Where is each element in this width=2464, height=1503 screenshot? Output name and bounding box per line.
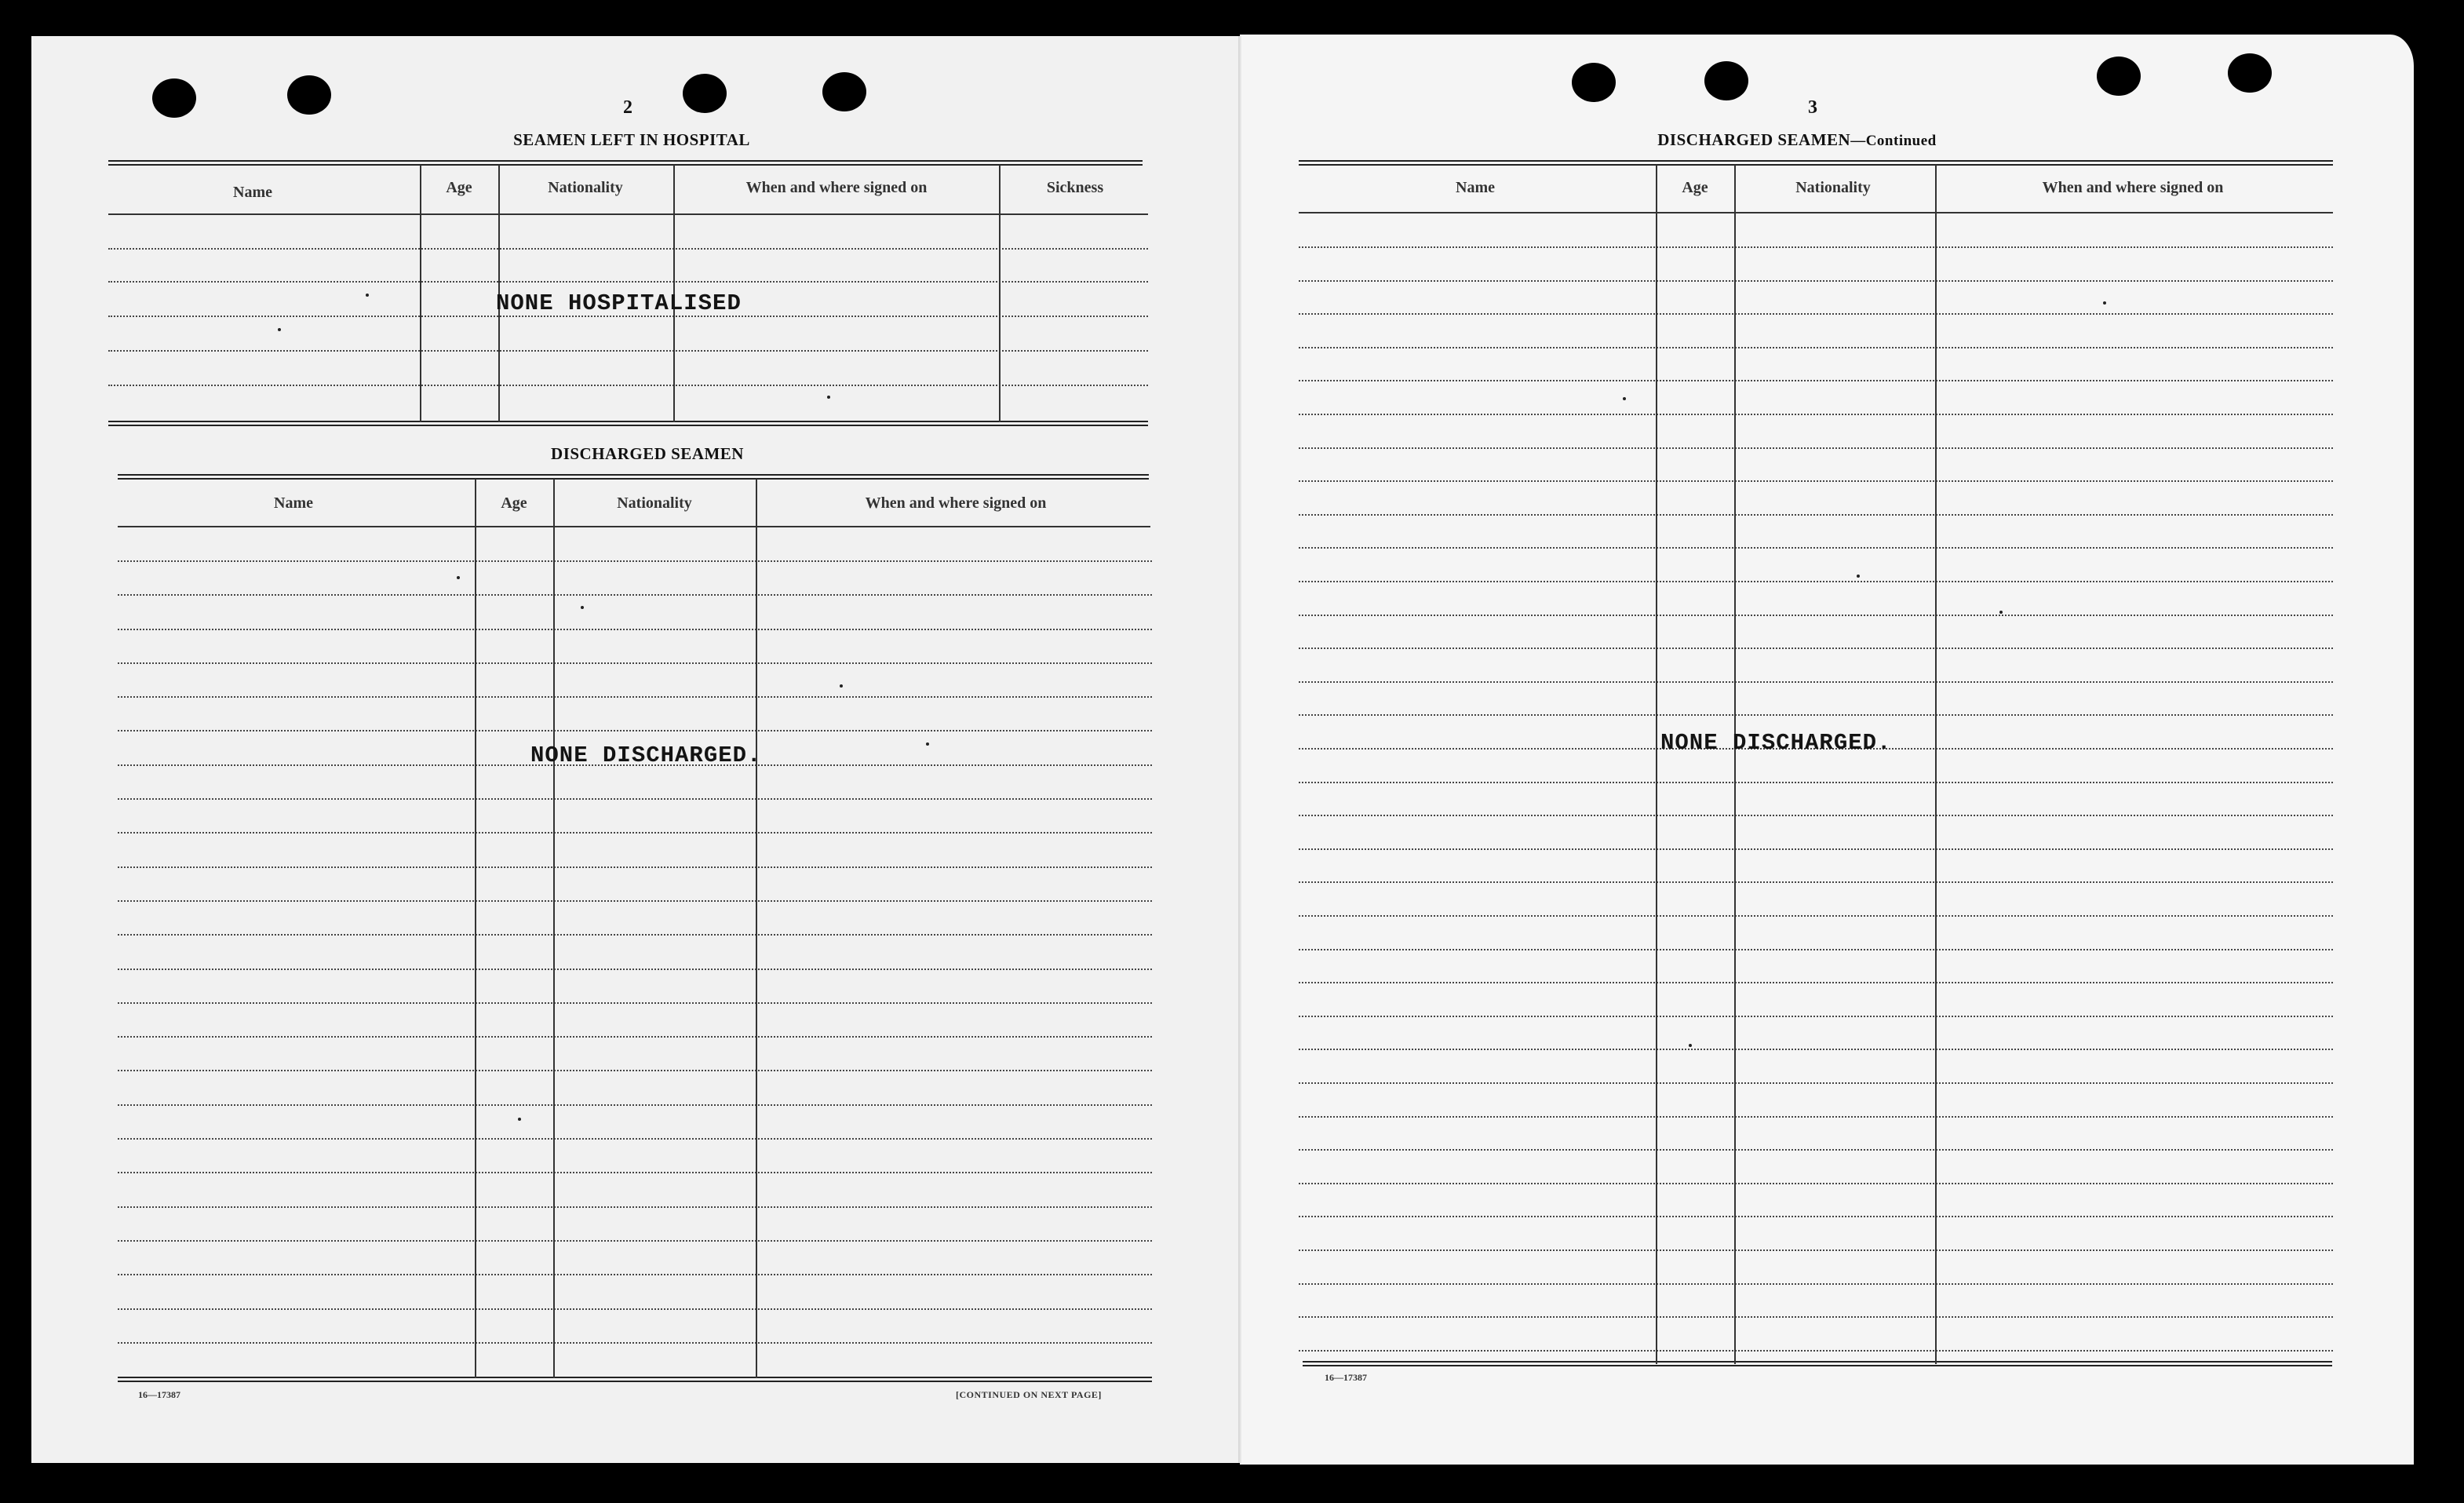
table-row-line [118, 934, 1152, 936]
table-row-line [118, 594, 1152, 596]
table-row-line [1299, 982, 2333, 983]
table-row-line [1299, 1116, 2333, 1118]
table-row-line [1299, 1316, 2333, 1318]
page-number: 2 [623, 97, 632, 118]
right-column-divider [1656, 165, 1657, 1364]
title-main: DISCHARGED SEAMEN [1657, 130, 1851, 149]
table-row-line [1299, 1082, 2333, 1084]
table-row-line [118, 1002, 1152, 1004]
typed-entry-none-discharged: NONE DISCHARGED. [530, 742, 762, 768]
table-row-line [118, 1036, 1152, 1038]
typed-entry-none-hospitalised: NONE HOSPITALISED [496, 290, 742, 316]
punch-hole [1704, 61, 1748, 100]
table-row-line [1299, 1016, 2333, 1017]
table-row-line [1299, 581, 2333, 582]
punch-hole [2228, 53, 2272, 93]
column-header-age: Age [1682, 179, 1708, 196]
speck [457, 576, 460, 579]
table-row-line [118, 900, 1152, 902]
right-column-divider [1935, 165, 1937, 1364]
table-row-line [1299, 547, 2333, 549]
punch-hole [1572, 63, 1616, 102]
table-row-line [1299, 1249, 2333, 1251]
table-row-line [1299, 1283, 2333, 1285]
hospital-table-header-rule [108, 213, 1148, 215]
table-row-line [1299, 1149, 2333, 1151]
page-number: 3 [1808, 97, 1817, 118]
table-row-line [118, 866, 1152, 868]
discharged-column-divider [756, 479, 757, 1378]
column-header-sickness: Sickness [1046, 179, 1104, 196]
table-row-line [118, 1308, 1152, 1310]
table-row-line [1299, 848, 2333, 850]
punch-hole [152, 78, 196, 118]
table-row-line [1299, 246, 2333, 248]
table-row-line [118, 1342, 1152, 1344]
title-suffix: —Continued [1850, 133, 1937, 149]
column-header-nationality: Nationality [617, 494, 692, 512]
table-row-line [1299, 414, 2333, 415]
punch-hole [683, 74, 727, 113]
column-header-signed-on: When and where signed on [2042, 179, 2224, 196]
speck [581, 606, 584, 609]
speck [827, 396, 830, 399]
column-header-nationality: Nationality [1795, 179, 1871, 196]
hospital-table-row-line [108, 281, 1148, 283]
column-header-age: Age [501, 494, 527, 512]
table-row-line [1299, 648, 2333, 649]
speck [366, 294, 369, 297]
table-row-line [1299, 782, 2333, 783]
column-header-age: Age [446, 179, 472, 196]
speck [1689, 1044, 1692, 1047]
speck [2103, 301, 2106, 305]
table-row-line [118, 1104, 1152, 1106]
hospital-table-row-line [108, 248, 1148, 250]
table-row-line [1299, 380, 2333, 381]
table-row-line [1299, 815, 2333, 816]
table-row-line [118, 1070, 1152, 1071]
table-row-line [118, 1240, 1152, 1242]
right-table-bottom-rule [1303, 1361, 2332, 1366]
right-table-header-rule [1299, 212, 2333, 213]
table-row-line [1299, 480, 2333, 482]
table-row-line [118, 662, 1152, 664]
discharged-table-header-rule [118, 526, 1150, 527]
punch-hole [2097, 57, 2141, 96]
speck [278, 328, 281, 331]
discharged-column-divider [475, 479, 476, 1378]
table-row-line [1299, 915, 2333, 917]
table-row-line [1299, 615, 2333, 616]
table-row-line [1299, 447, 2333, 449]
table-row-line [118, 560, 1152, 562]
table-row-line [118, 696, 1152, 698]
column-header-name: Name [1456, 179, 1495, 196]
right-table-top-rule [1299, 160, 2333, 166]
hospital-table-row-line [108, 385, 1148, 386]
table-row-line [1299, 1216, 2333, 1217]
table-row-line [1299, 280, 2333, 282]
speck [1623, 397, 1626, 400]
table-row-line [118, 1138, 1152, 1140]
column-header-nationality: Nationality [548, 179, 623, 196]
table-row-line [1299, 1049, 2333, 1050]
column-header-signed-on: When and where signed on [865, 494, 1047, 512]
table-row-line [1299, 313, 2333, 315]
page-fold [1238, 36, 1241, 1463]
discharged-continued-title [1657, 130, 1936, 150]
column-header-name: Name [233, 184, 272, 201]
discharged-table-bottom-rule [118, 1377, 1152, 1382]
table-row-line [1299, 347, 2333, 348]
punch-hole [822, 72, 866, 111]
table-row-line [118, 730, 1152, 731]
table-row-line [1299, 514, 2333, 516]
speck [1857, 575, 1860, 578]
column-header-signed-on: When and where signed on [745, 179, 928, 196]
table-row-line [118, 629, 1152, 630]
table-row-line [1299, 681, 2333, 683]
table-row-line [118, 969, 1152, 970]
hospital-section-title: SEAMEN LEFT IN HOSPITAL [513, 130, 750, 149]
hospital-table-top-rule [108, 160, 1143, 166]
form-number: 16—17387 [138, 1389, 180, 1400]
hospital-column-divider [999, 165, 1001, 422]
speck [840, 684, 843, 688]
table-row-line [1299, 1183, 2333, 1184]
table-row-line [118, 832, 1152, 834]
discharged-table-top-rule [118, 474, 1149, 480]
continued-note: [CONTINUED ON NEXT PAGE] [956, 1389, 1102, 1400]
speck [518, 1118, 521, 1121]
table-row-line [1299, 1350, 2333, 1352]
table-row-line [1299, 714, 2333, 716]
table-row-line [118, 1206, 1152, 1208]
speck [1999, 611, 2003, 614]
hospital-table-row-line [108, 350, 1148, 352]
hospital-table-bottom-rule [108, 421, 1148, 426]
table-row-line [118, 1274, 1152, 1275]
table-row-line [118, 798, 1152, 800]
discharged-column-divider [553, 479, 555, 1378]
table-row-line [118, 1172, 1152, 1173]
typed-entry-none-discharged: NONE DISCHARGED. [1660, 730, 1892, 756]
right-column-divider [1734, 165, 1736, 1364]
speck [926, 742, 929, 746]
punch-hole [287, 75, 331, 115]
table-row-line [1299, 949, 2333, 950]
table-row-line [1299, 881, 2333, 883]
discharged-section-title: DISCHARGED SEAMEN [551, 444, 744, 463]
column-header-name: Name [274, 494, 313, 512]
form-number: 16—17387 [1325, 1372, 1367, 1383]
hospital-column-divider [420, 165, 421, 422]
